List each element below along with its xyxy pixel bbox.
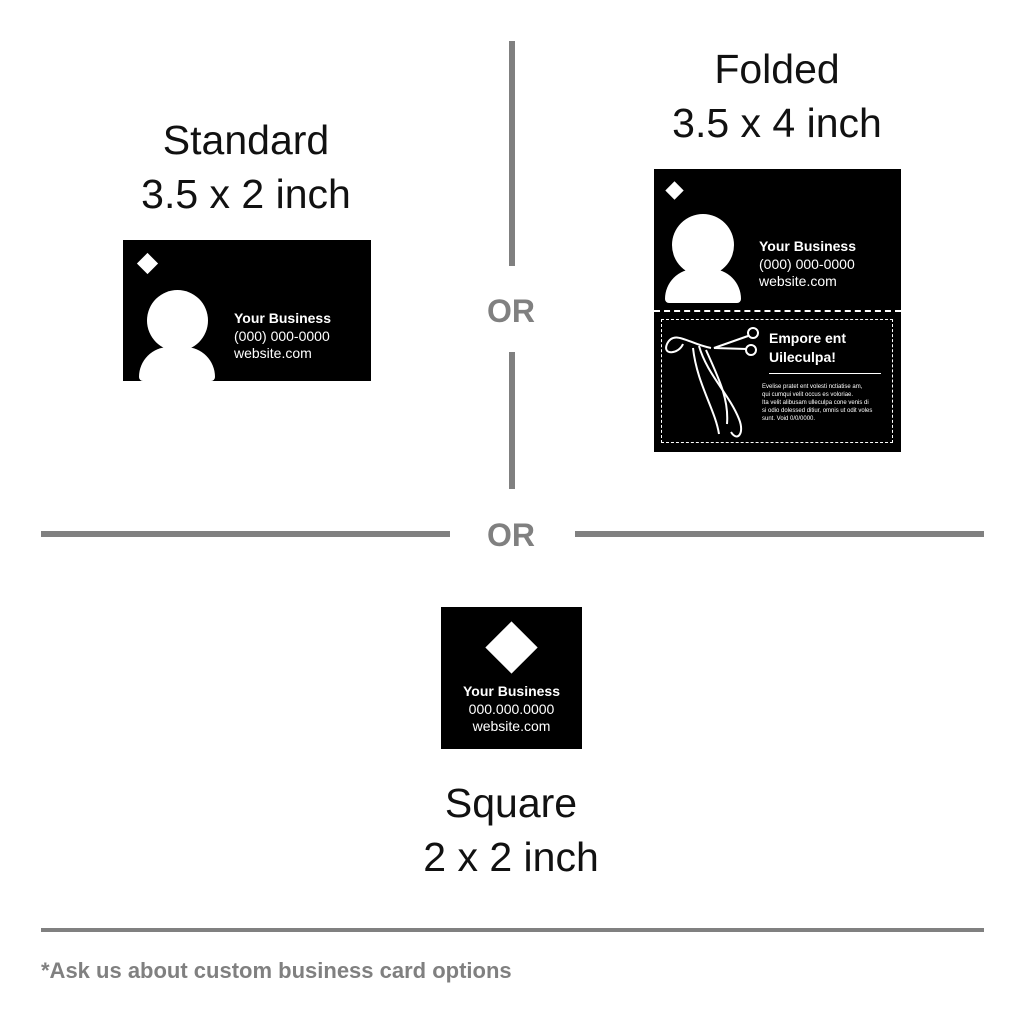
logo-diamond-icon (485, 621, 537, 673)
scissors-icon (659, 324, 767, 444)
folded-card-info (759, 238, 856, 291)
footer-divider (41, 928, 984, 932)
footnote: *Ask us about custom business card options (41, 958, 512, 983)
business-name: Your Business (234, 310, 331, 326)
coupon-headline (769, 329, 846, 367)
standard-card (123, 240, 371, 381)
phone-number: 000.000.0000 (468, 700, 555, 717)
folded-size: 3.5 x 4 inch (672, 100, 882, 146)
coupon-body-line: si odio dolessed ditiur, omnis ut odit voles (762, 408, 873, 414)
coupon-body (762, 383, 872, 423)
coupon-headline-line-2: Uileculpa! (769, 349, 836, 365)
square-card-info (441, 683, 582, 736)
standard-title: Standard (162, 117, 330, 163)
vertical-divider-top (509, 41, 515, 266)
or-label-middle: OR (487, 517, 535, 553)
coupon-body-line: Ita velit alibusam ulleculpa cone venis di (762, 400, 869, 406)
website-text: website.com (234, 345, 312, 361)
phone-number: (000) 000-0000 (234, 327, 330, 344)
fold-line (654, 310, 901, 312)
coupon-body-line: Evelise pratet ent volesti nctiatise am, (762, 384, 863, 390)
horizontal-divider-left (41, 531, 450, 537)
standard-size: 3.5 x 2 inch (141, 171, 351, 217)
standard-card-info (234, 310, 331, 363)
square-title: Square (444, 780, 578, 826)
website-text: website.com (759, 273, 837, 289)
square-size: 2 x 2 inch (423, 834, 599, 880)
folded-card (654, 169, 901, 452)
logo-diamond-icon (665, 181, 683, 199)
business-name: Your Business (759, 238, 856, 254)
coupon-body-line: qui cumqui velit occus es voloriae. (762, 392, 854, 398)
vertical-divider-bottom (509, 352, 515, 489)
website-text: website.com (472, 718, 551, 734)
avatar-icon (665, 214, 741, 303)
folded-title: Folded (714, 46, 840, 92)
phone-number: (000) 000-0000 (759, 255, 855, 272)
coupon-body-line: sunt. Void 0/0/0000. (762, 416, 816, 422)
business-name: Your Business (463, 683, 560, 699)
logo-diamond-icon (137, 253, 158, 274)
avatar-icon (139, 290, 215, 381)
horizontal-divider-right (575, 531, 984, 537)
or-label-top: OR (487, 293, 535, 329)
coupon-headline-line-1: Empore ent (769, 330, 847, 346)
coupon-divider (769, 373, 881, 374)
square-card (441, 607, 582, 749)
